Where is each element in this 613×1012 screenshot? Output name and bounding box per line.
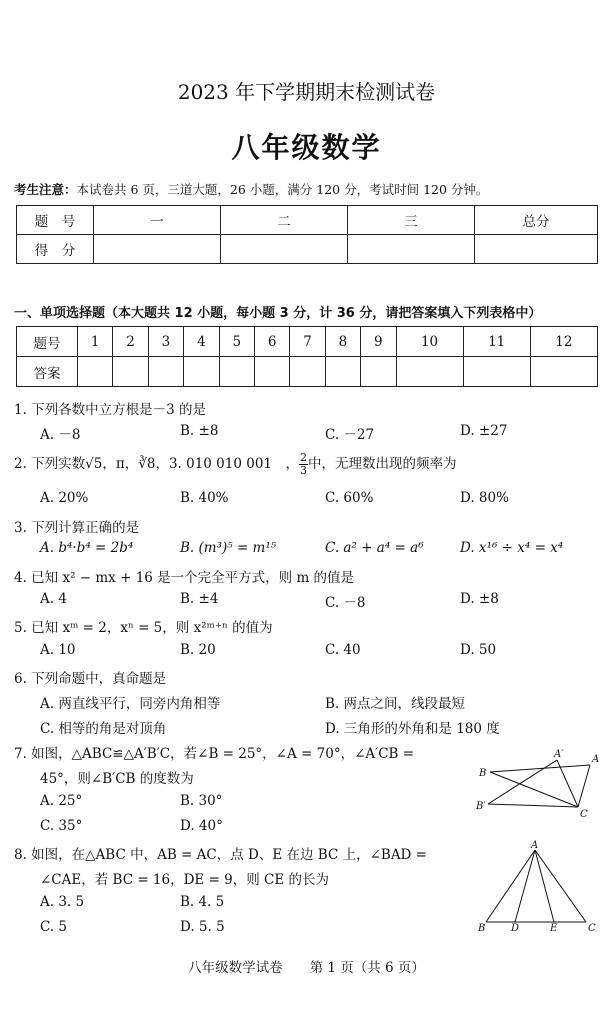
question-number-cell: 9 (361, 327, 396, 357)
question-3-stem: 3. 下列计算正确的是 (14, 520, 140, 536)
label-B: B (478, 923, 486, 934)
option-b[interactable]: B. 30° (180, 793, 223, 809)
score-blank-cell[interactable] (475, 235, 598, 264)
fraction-numerator: 2 (300, 451, 308, 464)
score-blank-cell[interactable] (348, 235, 475, 264)
answer-blank-cell[interactable] (530, 357, 597, 387)
label-C: C (580, 809, 588, 820)
option-d[interactable]: D. 80% (460, 490, 509, 506)
score-blank-cell[interactable] (94, 235, 221, 264)
question-number-cell: 8 (325, 327, 360, 357)
label-A: A (592, 754, 600, 765)
option-a[interactable]: A. 20% (40, 490, 89, 506)
fraction-denominator: 3 (300, 464, 308, 477)
option-c[interactable]: C. 5 (40, 919, 68, 935)
option-d[interactable]: D. 50 (460, 642, 497, 658)
question-4-stem: 4. 已知 x² − mx + 16 是一个完全平方式，则 m 的值是 (14, 570, 355, 586)
answer-table (16, 326, 598, 387)
exam-title: 2023 年下学期期末检测试卷 (177, 80, 436, 104)
question-7-stem-line1: 7. 如图，△ABC≌△A′B′C，若∠B = 25°，∠A = 70°，∠A′CB = (14, 746, 415, 762)
question-8-stem-line2: ∠CAE，若 BC = 16，DE = 9，则 CE 的长为 (40, 872, 330, 888)
q2-fraction (299, 452, 308, 477)
q2-cbrt8: ∛8 (138, 456, 156, 472)
figure-q7-congruent-triangles (474, 745, 604, 825)
option-a[interactable]: A. 两直线平行，同旁内角相等 (40, 696, 221, 712)
score-table-header-row (17, 206, 598, 235)
score-cell: 题 号 (17, 206, 94, 235)
section-title: 一、单项选择题（本大题共 12 小题，每小题 3 分，计 36 分，请把答案填入下列表格中） (14, 306, 542, 321)
answer-blank-cell[interactable] (396, 357, 463, 387)
option-a[interactable]: A. 4 (40, 591, 67, 607)
q2-stem-part: ，π， (102, 456, 139, 472)
answer-table-answer-row (17, 357, 598, 387)
q2-stem-part: 中，无理数出现的频率为 (308, 456, 457, 472)
question-number-cell: 2 (113, 327, 148, 357)
option-d[interactable]: D. ±27 (460, 423, 508, 439)
option-b[interactable]: B. ±8 (180, 423, 219, 439)
question-number-cell: 1 (78, 327, 113, 357)
answer-blank-cell[interactable] (361, 357, 396, 387)
label-A-prime: A′ (554, 749, 564, 760)
option-b[interactable]: B. ±4 (180, 591, 219, 607)
page-footer: 八年级数学试卷 第 1 页（共 6 页） (188, 960, 425, 976)
question-number-cell: 5 (219, 327, 254, 357)
answer-blank-cell[interactable] (219, 357, 254, 387)
figure-q8-isosceles-triangle (474, 838, 604, 936)
question-5-stem: 5. 已知 xᵐ = 2，xⁿ = 5，则 x²ᵐ⁺ⁿ 的值为 (14, 620, 273, 636)
option-b[interactable]: B. 4. 5 (180, 894, 225, 910)
segment-AE (535, 850, 554, 922)
option-b[interactable]: B. 40% (180, 490, 229, 506)
question-2-stem (14, 452, 457, 477)
option-c[interactable]: C. 60% (325, 490, 374, 506)
option-b[interactable]: B. 20 (180, 642, 216, 658)
question-number-cell: 11 (463, 327, 530, 357)
edge-AC (535, 850, 586, 922)
score-cell: 二 (221, 206, 348, 235)
question-8-stem-line1: 8. 如图，在△ABC 中，AB = AC，点 D、E 在边 BC 上，∠BAD = (14, 847, 427, 863)
score-cell: 一 (94, 206, 221, 235)
segment-AD (515, 850, 535, 922)
score-blank-cell[interactable] (221, 235, 348, 264)
option-d[interactable]: D. 40° (180, 818, 223, 834)
option-c[interactable]: C. －27 (325, 427, 375, 443)
q2-stem-part: ，3. 010 010 001 ， (155, 456, 300, 472)
question-number-cell: 7 (290, 327, 325, 357)
option-b[interactable]: B. (m³)⁵ = m¹⁵ (180, 540, 277, 556)
q2-sqrt5: √5 (85, 456, 103, 472)
option-d[interactable]: D. ±8 (460, 591, 499, 607)
edge-BprimeAprime (488, 760, 557, 804)
answer-blank-cell[interactable] (254, 357, 289, 387)
answer-blank-cell[interactable] (184, 357, 219, 387)
edge-AB (486, 850, 535, 922)
notice-label: 考生注意： (14, 182, 77, 197)
option-a[interactable]: A. b⁴·b⁴ = 2b⁴ (40, 540, 134, 556)
option-c[interactable]: C. 相等的角是对顶角 (40, 721, 167, 737)
option-a[interactable]: A. 10 (40, 642, 76, 658)
answer-blank-cell[interactable] (148, 357, 183, 387)
option-a[interactable]: A. －8 (40, 427, 81, 443)
answer-blank-cell[interactable] (78, 357, 113, 387)
answer-blank-cell[interactable] (463, 357, 530, 387)
option-c[interactable]: C. 40 (325, 642, 361, 658)
option-c[interactable]: C. －8 (325, 595, 366, 611)
question-6-stem: 6. 下列命题中，真命题是 (14, 671, 167, 687)
answer-table-number-row (17, 327, 598, 357)
question-number-cell: 3 (148, 327, 183, 357)
option-c[interactable]: C. 35° (40, 818, 83, 834)
score-table (16, 205, 598, 264)
option-d[interactable]: D. 5. 5 (180, 919, 225, 935)
option-d[interactable]: D. x¹⁶ ÷ x⁴ = x⁴ (460, 540, 564, 556)
answer-blank-cell[interactable] (325, 357, 360, 387)
option-a[interactable]: A. 3. 5 (40, 894, 85, 910)
label-C: C (588, 923, 596, 934)
option-c[interactable]: C. a² + a⁴ = a⁶ (325, 540, 424, 556)
score-table-score-row (17, 235, 598, 264)
q2-stem-part: 2. 下列实数 (14, 456, 86, 472)
label-D: D (511, 923, 520, 934)
answer-table-label: 题号 (17, 327, 78, 357)
answer-blank-cell[interactable] (290, 357, 325, 387)
edge-BprimeC (488, 804, 578, 807)
label-A: A (531, 840, 539, 851)
question-number-cell: 10 (396, 327, 463, 357)
subject-title: 八年级数学 (231, 131, 382, 164)
question-1-stem: 1. 下列各数中立方根是－3 的是 (14, 402, 207, 418)
answer-row-label: 答案 (17, 357, 78, 387)
label-B: B (479, 768, 487, 779)
option-d[interactable]: D. 三角形的外角和是 180 度 (325, 721, 500, 737)
label-E: E (550, 923, 558, 934)
exam-notice (14, 180, 488, 198)
score-cell: 三 (348, 206, 475, 235)
notice-text: 本试卷共 6 页，三道大题，26 小题，满分 120 分，考试时间 120 分钟。 (76, 182, 489, 197)
score-row-label: 得 分 (17, 235, 94, 264)
question-number-cell: 4 (184, 327, 219, 357)
question-number-cell: 12 (530, 327, 597, 357)
question-7-stem-line2: 45°，则∠B′CB 的度数为 (40, 771, 194, 787)
edge-AC (578, 765, 590, 807)
label-B-prime: B′ (476, 801, 486, 812)
score-cell: 总分 (475, 206, 598, 235)
option-a[interactable]: A. 25° (40, 793, 83, 809)
question-number-cell: 6 (254, 327, 289, 357)
answer-blank-cell[interactable] (113, 357, 148, 387)
option-b[interactable]: B. 两点之间，线段最短 (325, 696, 466, 712)
